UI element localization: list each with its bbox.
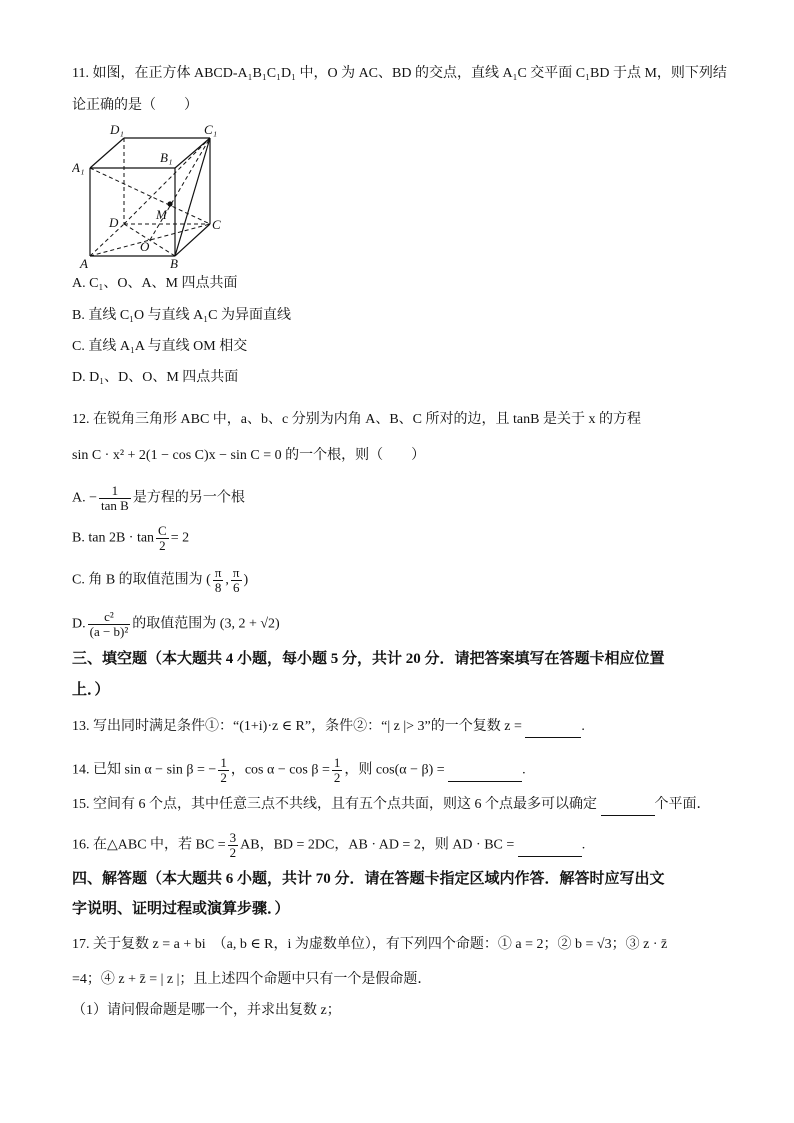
label-B: B <box>170 256 178 271</box>
q12-option-b-suffix: = 2 <box>170 530 190 546</box>
section3-heading-line2: 上．） <box>72 682 110 698</box>
q12-option-c-fraction-2 <box>231 566 242 595</box>
label-O: O <box>140 239 150 254</box>
q16-line <box>72 831 585 860</box>
edge-A1D1 <box>90 138 124 168</box>
q12-option-b-fraction <box>156 524 169 553</box>
q12-option-b <box>72 524 189 553</box>
q12-stem-line1: 12. 在锐角三角形 ABC 中，a、b、c 分别为内角 A、B、C 所对的边，且 tanB 是关于 x 的方程 <box>72 412 641 427</box>
q16-fraction <box>228 831 239 860</box>
q12-option-d-denominator: (a − b)² <box>89 624 129 639</box>
q12-option-d-suffix: 的取值范围为 (3, 2 + √2) <box>132 616 280 632</box>
q15-text: 15. 空间有 6 个点，其中任意三点不共线，且有五个点共面，则这 6 个点最多可以确定 <box>72 797 597 812</box>
q12-option-a <box>72 484 245 513</box>
q12-option-c-denominator-1: 8 <box>214 580 222 595</box>
q14-numerator-1: 1 <box>220 755 227 770</box>
q15-end: 个平面． <box>654 797 711 812</box>
segment-BC1 <box>175 138 210 256</box>
q13-text: 13. 写出同时满足条件①：“(1+i)·z ∈ R”，条件②：“| z |> 3”的一个复数 z = <box>72 719 522 734</box>
q13-line <box>72 717 585 738</box>
q16-answer-blank[interactable] <box>518 836 582 857</box>
q12-option-a-prefix: A. − <box>72 490 98 506</box>
q14-denominator-1: 2 <box>220 770 227 785</box>
q15-answer-blank[interactable] <box>601 795 655 816</box>
q14-part1: 14. 已知 sin α − sin β = − <box>72 762 217 778</box>
q12-option-c-fraction-1 <box>213 566 224 595</box>
section3-heading-line1: 三、填空题（本大题共 4 小题，每小题 5 分，共计 20 分．请把答案填写在答题卡相应位置 <box>72 651 665 667</box>
q13-end: . <box>581 719 585 734</box>
q15-line <box>72 795 711 816</box>
q16-numerator: 3 <box>229 830 237 845</box>
q12-option-a-suffix: 是方程的另一个根 <box>132 490 245 506</box>
q14-fraction-1 <box>218 756 229 785</box>
q11-stem-line1: 11. 如图，在正方体 ABCD-A₁B₁C₁D₁ 中，O 为 AC、BD 的交点，直线 A₁C 交平面 C₁BD 于点 M，则下列结 <box>72 66 727 81</box>
label-A1: A₁ <box>72 160 85 175</box>
q12-option-d-numerator: c² <box>88 610 131 625</box>
q16-part1: 16. 在△ABC 中，若 BC = <box>72 837 226 853</box>
q14-denominator-2: 2 <box>333 770 341 785</box>
q13-answer-blank[interactable] <box>525 717 581 738</box>
edge-B1C1 <box>175 138 210 168</box>
q12-stem-line2: sin C · x² + 2(1 − cos C)x − sin C = 0 的一个根，则（ ） <box>72 448 426 463</box>
q14-part3: ，则 cos(α − β) = <box>344 762 445 778</box>
section4-heading-line2: 字说明、证明过程或演算步骤．） <box>72 901 290 917</box>
label-D1: D₁ <box>110 122 124 137</box>
q11-option-c: C. 直线 A₁A 与直线 OM 相交 <box>72 339 248 354</box>
q12-option-d-fraction <box>88 610 131 639</box>
q17-part1: （1）请问假命题是哪一个，并求出复数 z； <box>72 1003 341 1018</box>
q12-option-b-prefix: B. tan 2B · tan <box>72 530 155 546</box>
q12-option-c-prefix: C. 角 B 的取值范围为 ( <box>72 572 211 588</box>
q16-end: . <box>581 837 586 853</box>
diag-BD <box>124 224 175 256</box>
label-M: M <box>156 207 167 222</box>
label-B1: B₁ <box>160 150 173 165</box>
q17-stem-line1: 17. 关于复数 z = a + bi （a, b ∈ R，i 为虚数单位），有下列四个命题：① a = 2；② b = √3；③ z · z̄ <box>72 937 668 952</box>
q16-part2: AB，BD = 2DC，AB · AD = 2，则 AD · BC = <box>240 837 515 853</box>
section4-heading-line1: 四、解答题（本大题共 6 小题，共计 70 分．请在答题卡指定区域内作答．解答时应写出文 <box>72 871 665 887</box>
label-A: A <box>80 256 88 271</box>
q16-denominator: 2 <box>229 845 237 860</box>
q14-line <box>72 756 526 785</box>
q11-option-d: D. D₁、D、O、M 四点共面 <box>72 370 239 385</box>
q14-answer-blank[interactable] <box>448 761 522 782</box>
q12-option-c-suffix: ) <box>243 572 249 588</box>
q12-option-a-numerator: 1 <box>99 484 131 499</box>
q11-stem-line2: 论正确的是（ ） <box>72 98 198 113</box>
q12-option-c-numerator-1: π <box>214 565 222 580</box>
q14-fraction-2 <box>332 756 343 785</box>
q14-numerator-2: 1 <box>333 755 341 770</box>
label-C1: C₁ <box>204 122 218 137</box>
point-M <box>167 201 172 206</box>
q12-option-c <box>72 566 248 595</box>
q12-option-a-denominator: tan B <box>101 498 129 513</box>
q11-option-a: A. C₁、O、A、M 四点共面 <box>72 276 238 291</box>
q12-option-c-denominator-2: 6 <box>232 580 240 595</box>
q14-part2: ，cos α − cos β = <box>230 762 330 778</box>
q12-option-b-numerator: C <box>158 523 167 538</box>
q14-end: . <box>522 762 526 778</box>
label-D: D <box>109 215 119 230</box>
q12-option-d <box>72 610 280 639</box>
q12-option-c-numerator-2: π <box>232 565 240 580</box>
q12-option-b-denominator: 2 <box>159 538 166 553</box>
q12-option-d-prefix: D. <box>72 616 86 632</box>
q17-stem-line2: =4；④ z + z̄ = | z |；且上述四个命题中只有一个是假命题． <box>72 972 432 987</box>
q12-option-c-separator: , <box>225 572 229 588</box>
q11-option-b: B. 直线 C₁O 与直线 A₁C 为异面直线 <box>72 308 291 323</box>
cube-figure <box>72 118 232 274</box>
diag-A1C <box>90 168 210 224</box>
label-C: C <box>212 217 221 232</box>
q12-option-a-fraction <box>99 484 131 513</box>
